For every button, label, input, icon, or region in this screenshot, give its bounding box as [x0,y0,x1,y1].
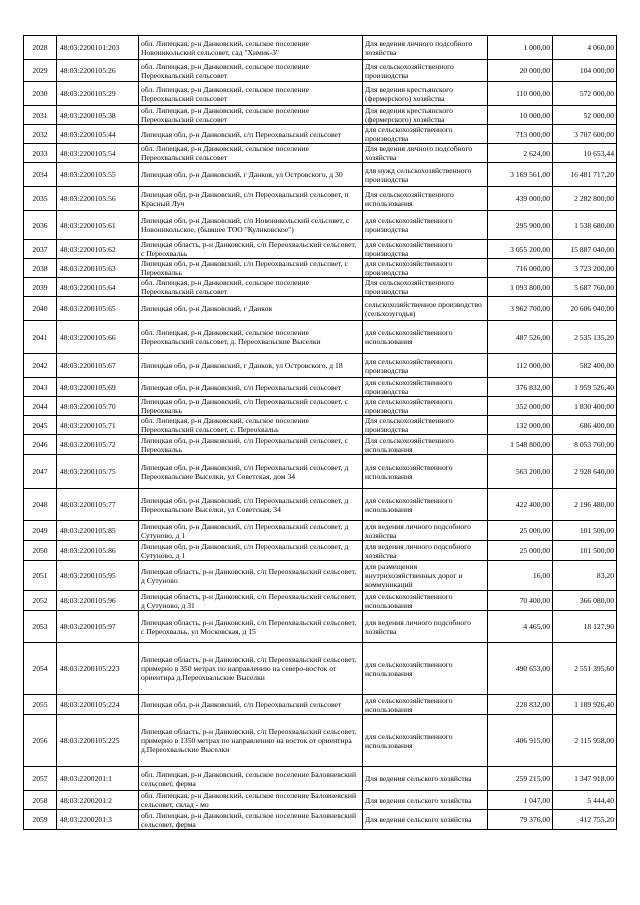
permitted-use: для сельскохозяйственного использования [363,715,488,767]
row-number: 2045 [24,416,57,435]
parcel-address: Липецкая обл, р-н Данковский, с/п Переохвальский сельсовет [139,378,363,397]
permitted-use: для сельскохозяйственного производства [363,397,488,416]
permitted-use: для сельскохозяйственного использования [363,489,488,521]
row-number: 2044 [24,397,57,416]
permitted-use: для сельскохозяйственного производства [363,354,488,378]
parcel-area: 3 169 561,00 [488,163,553,187]
parcel-address: Липецкая обл, р-н Данковский, с/п Переохвальский сельсовет, д Переохвальские Выселки, ул Советская, 34 [139,489,363,521]
cadastral-value: 2 928 640,00 [553,455,617,489]
parcel-area: 295 900,00 [488,211,553,240]
permitted-use: для сельскохозяйственного производства [363,240,488,259]
parcel-area: 25 000,00 [488,541,553,561]
cadastral-value: 5 687 760,00 [553,278,617,297]
parcel-area: 1 548 800,00 [488,435,553,455]
permitted-use: Для ведения личного подсобного хозяйства [363,36,488,60]
table-row [24,378,617,397]
cadastral-value: 1 347 918,00 [553,767,617,791]
cadastral-number: 48:03:2200105:85 [57,521,139,541]
row-number: 2034 [24,163,57,187]
table-row [24,611,617,643]
cadastral-value: 2 551 395,60 [553,643,617,695]
permitted-use: для сельскохозяйственного производства [363,259,488,278]
permitted-use: для нужд сельскохозяйственного производства [363,163,488,187]
permitted-use: Для ведения крестьянского (фермерского) хозяйства [363,82,488,106]
row-number: 2050 [24,541,57,561]
parcel-area: 259 215,00 [488,767,553,791]
table-row [24,591,617,611]
cadastral-number: 48:03:2200105:95 [57,561,139,591]
parcel-area: 10 000,00 [488,106,553,125]
parcel-area: 406 915,00 [488,715,553,767]
cadastral-value: 52 000,00 [553,106,617,125]
parcel-address: обл. Липецкая, р-н Данковский, сельское поселение Баловневский сельсовет, склад - мо [139,791,363,810]
parcel-area: 1 047,00 [488,791,553,810]
parcel-area: 79 376,00 [488,810,553,830]
row-number: 2058 [24,791,57,810]
parcel-address: Липецкая обл, р-н Данковский, с/п Переохвальский сельсовет, д Переохвальские Выселки, ул Советская, дом 34 [139,455,363,489]
row-number: 2056 [24,715,57,767]
parcel-address: обл. Липецкая, р-н Данковский, сельское поселение Переохвальский сельсовет [139,278,363,297]
table-row [24,416,617,435]
cadastral-value: 686 400,00 [553,416,617,435]
permitted-use: сельскохозяйственное производство (сельхозугодья) [363,297,488,321]
parcel-address: обл. Липецкая, р-н Данковский, сельское поселение Переохвальский сельсовет [139,60,363,82]
parcel-address: Липецкая обл, р-н Данковский, г Данков [139,297,363,321]
parcel-address: обл. Липецкая, р-н Данковский, сельское поселение Переохвальский сельсовет [139,144,363,163]
permitted-use: для сельскохозяйственного использования [363,695,488,715]
cadastral-number: 48:03:2200201:1 [57,767,139,791]
cadastral-value: 2 115 958,00 [553,715,617,767]
cadastral-value: 1 538 680,00 [553,211,617,240]
cadastral-number: 48:03:2200105:224 [57,695,139,715]
parcel-address: Липецкая область, р-н Данковский, с/п Переохвальский сельсовет, с Переохвальь, ул Московская, д 15 [139,611,363,643]
cadastral-value: 1 959 526,40 [553,378,617,397]
parcel-address: Липецкая обл, р-н Данковский, с/п Переохвальский сельсовет [139,695,363,715]
table-row [24,278,617,297]
parcel-area: 110 000,00 [488,82,553,106]
parcel-address: Липецкая обл, р-н Данковский, с/п Переохвальский сельсовет, с Переохвальь [139,435,363,455]
table-row [24,321,617,354]
cadastral-number: 48:03:2200105:69 [57,378,139,397]
row-number: 2036 [24,211,57,240]
parcel-address: Липецкая область, р-н Данковский, с/п Переохвальский сельсовет, примерно в 350 метрах по направлению на северо-восток от ориентира д.Переохвальские Выселки [139,643,363,695]
parcel-address: Липецкая обл, р-н Данковский, с/п Переохвальский сельсовет, с Переохвальь [139,397,363,416]
parcel-address: Липецкая обл, р-н Данковский, с/п Переохвальский сельсовет [139,125,363,144]
row-number: 2047 [24,455,57,489]
cadastral-number: 48:03:2200105:223 [57,643,139,695]
land-register-table [23,35,617,830]
permitted-use: Для ведения сельского хозяйства [363,791,488,810]
cadastral-value: 15 887 040,00 [553,240,617,259]
parcel-address: обл. Липецкая, р-н Данковский, сельское поселение Баловневский сельсовет, ферма [139,767,363,791]
cadastral-value: 101 500,00 [553,521,617,541]
cadastral-value: 3 723 200,00 [553,259,617,278]
table-row [24,163,617,187]
cadastral-value: 572 000,00 [553,82,617,106]
permitted-use: Для сельскохозяйственного производства [363,416,488,435]
parcel-address: Липецкая обл, р-н Данковский, с/п Переохвальский сельсовет, д Сутуново, д 1 [139,521,363,541]
row-number: 2059 [24,810,57,830]
table-row [24,259,617,278]
parcel-area: 3 055 200,00 [488,240,553,259]
cadastral-value: 5 444,40 [553,791,617,810]
row-number: 2032 [24,125,57,144]
parcel-address: обл. Липецкая, р-н Данковский, сельское поселение Новоникольский сельсовет, сад "Химик-3" [139,36,363,60]
cadastral-number: 48:03:2200201:3 [57,810,139,830]
row-number: 2053 [24,611,57,643]
parcel-area: 1 000,00 [488,36,553,60]
cadastral-value: 1 189 926,40 [553,695,617,715]
table-row [24,397,617,416]
parcel-address: обл. Липецкая, р-н Данковский, сельское поселение Переохвальский сельсовет [139,82,363,106]
row-number: 2038 [24,259,57,278]
cadastral-number: 48:03:2200105:61 [57,211,139,240]
cadastral-number: 48:03:2200201:2 [57,791,139,810]
cadastral-number: 48:03:2200105:67 [57,354,139,378]
land-register-body [24,36,617,830]
parcel-area: 490 653,00 [488,643,553,695]
cadastral-value: 104 000,00 [553,60,617,82]
parcel-address: Липецкая область, р-н Данковский, с/п Переохвальский сельсовет, с Переохвальь [139,240,363,259]
parcel-address: Липецкая обл, р-н Данковский, с/п Новоникольский сельсовет, с Новоникольское, (бывшее ТОО "Куликовское") [139,211,363,240]
cadastral-number: 48:03:2200105:56 [57,187,139,211]
cadastral-number: 48:03:2200105:63 [57,259,139,278]
cadastral-number: 48:03:2200105:71 [57,416,139,435]
cadastral-number: 48:03:2200105:65 [57,297,139,321]
permitted-use: для сельскохозяйственного использования [363,321,488,354]
table-row [24,791,617,810]
table-row [24,240,617,259]
cadastral-number: 48:03:2200105:97 [57,611,139,643]
parcel-address: обл. Липецкая, р-н Данковский, сельское поселение Баловневский сельсовет, ферма [139,810,363,830]
row-number: 2028 [24,36,57,60]
row-number: 2046 [24,435,57,455]
parcel-area: 3 962 700,00 [488,297,553,321]
table-row [24,36,617,60]
cadastral-number: 48:03:2200105:96 [57,591,139,611]
row-number: 2030 [24,82,57,106]
table-row [24,489,617,521]
parcel-area: 4 465,00 [488,611,553,643]
cadastral-value: 2 282 800,00 [553,187,617,211]
parcel-area: 16,00 [488,561,553,591]
cadastral-number: 48:03:2200105:54 [57,144,139,163]
table-row [24,144,617,163]
cadastral-number: 48:03:2200105:55 [57,163,139,187]
cadastral-value: 4 060,00 [553,36,617,60]
parcel-area: 1 093 800,00 [488,278,553,297]
cadastral-value: 10 653,44 [553,144,617,163]
parcel-address: Липецкая область, р-н Данковский, с/п Переохвальский сельсовет, примерно в 1350 метрах по направлению на восток от ориентира д.Переохвальские Выселки [139,715,363,767]
table-row [24,435,617,455]
permitted-use: для сельскохозяйственного производства [363,211,488,240]
cadastral-number: 48:03:2200105:225 [57,715,139,767]
parcel-area: 25 000,00 [488,521,553,541]
parcel-address: обл. Липецкая, р-н Данковский, сельское поселение Переохвальский сельсовет, с. Переохвальь [139,416,363,435]
table-row [24,106,617,125]
row-number: 2029 [24,60,57,82]
row-number: 2043 [24,378,57,397]
cadastral-value: 8 053 760,00 [553,435,617,455]
table-row [24,211,617,240]
parcel-area: 70 400,00 [488,591,553,611]
permitted-use: Для сельскохозяйственного использования [363,435,488,455]
parcel-address: Липецкая область, р-н Данковский, с/п Переохвальский сельсовет, д Сутуново [139,561,363,591]
cadastral-number: 48:03:2200105:26 [57,60,139,82]
cadastral-value: 2 535 135,20 [553,321,617,354]
parcel-area: 716 000,00 [488,259,553,278]
table-row [24,810,617,830]
permitted-use: для сельскохозяйственного производства [363,378,488,397]
cadastral-value: 101 500,00 [553,541,617,561]
cadastral-value: 3 707 600,00 [553,125,617,144]
row-number: 2041 [24,321,57,354]
row-number: 2033 [24,144,57,163]
parcel-area: 713 000,00 [488,125,553,144]
cadastral-number: 48:03:2200105:77 [57,489,139,521]
row-number: 2039 [24,278,57,297]
cadastral-number: 48:03:2200105:38 [57,106,139,125]
row-number: 2042 [24,354,57,378]
table-row [24,561,617,591]
parcel-area: 112 000,00 [488,354,553,378]
cadastral-value: 582 400,00 [553,354,617,378]
cadastral-value: 20 606 040,00 [553,297,617,321]
cadastral-value: 366 080,00 [553,591,617,611]
cadastral-value: 16 481 717,20 [553,163,617,187]
row-number: 2035 [24,187,57,211]
row-number: 2049 [24,521,57,541]
permitted-use: для сельскохозяйственного использования [363,643,488,695]
cadastral-number: 48:03:2200105:66 [57,321,139,354]
table-row [24,643,617,695]
parcel-area: 439 000,00 [488,187,553,211]
cadastral-number: 48:03:2200105:64 [57,278,139,297]
cadastral-number: 48:03:2200105:70 [57,397,139,416]
row-number: 2040 [24,297,57,321]
table-row [24,187,617,211]
table-row [24,521,617,541]
permitted-use: для сельскохозяйственного использования [363,455,488,489]
permitted-use: Для сельскохозяйственного производства [363,60,488,82]
permitted-use: для ведения личного подсобного хозяйства [363,541,488,561]
cadastral-number: 48:03:2200105:29 [57,82,139,106]
table-row [24,715,617,767]
permitted-use: для сельскохозяйственного производства [363,125,488,144]
table-row [24,125,617,144]
cadastral-number: 48:03:2200101:203 [57,36,139,60]
permitted-use: Для сельскохозяйственного производства [363,278,488,297]
row-number: 2055 [24,695,57,715]
parcel-area: 422 400,00 [488,489,553,521]
permitted-use: Для ведения крестьянского (фермерского) хозяйства [363,106,488,125]
table-row [24,767,617,791]
parcel-area: 20 000,00 [488,60,553,82]
permitted-use: Для сельскохозяйственного использования [363,187,488,211]
permitted-use: Для ведения личного подсобного хозяйства [363,144,488,163]
parcel-address: Липецкая обл, р-н Данковский, г Данков, ул Островского, д 18 [139,354,363,378]
parcel-address: Липецкая обл, р-н Данковский, с/п Переохвальский сельсовет, п Красный Луч [139,187,363,211]
parcel-address: обл. Липецкая, р-н Данковский, сельское поселение Переохвальский сельсовет [139,106,363,125]
row-number: 2054 [24,643,57,695]
row-number: 2031 [24,106,57,125]
table-row [24,354,617,378]
row-number: 2052 [24,591,57,611]
cadastral-number: 48:03:2200105:75 [57,455,139,489]
permitted-use: для ведения личного подсобного хозяйства [363,611,488,643]
parcel-address: Липецкая обл, р-н Данковский, с/п Переохвальский сельсовет, с Переохвальь [139,259,363,278]
parcel-area: 487 526,00 [488,321,553,354]
row-number: 2051 [24,561,57,591]
parcel-area: 228 832,00 [488,695,553,715]
permitted-use: для размещения внутрихозяйственных дорог и коммуникаций [363,561,488,591]
cadastral-value: 1 830 400,00 [553,397,617,416]
cadastral-value: 18 127,90 [553,611,617,643]
permitted-use: Для ведения сельского хозяйства [363,767,488,791]
parcel-area: 132 000,00 [488,416,553,435]
permitted-use: для сельскохозяйственного использования [363,591,488,611]
row-number: 2037 [24,240,57,259]
parcel-area: 376 832,00 [488,378,553,397]
parcel-area: 2 624,00 [488,144,553,163]
cadastral-number: 48:03:2200105:72 [57,435,139,455]
cadastral-number: 48:03:2200105:44 [57,125,139,144]
parcel-address: Липецкая обл, р-н Данковский, с/п Переохвальский сельсовет, д Сутуново, д 1 [139,541,363,561]
permitted-use: Для ведения сельского хозяйства [363,810,488,830]
table-row [24,82,617,106]
table-row [24,695,617,715]
table-row [24,541,617,561]
parcel-address: Липецкая область, р-н Данковский, с/п Переохвальский сельсовет, д Сутуново, д 31 [139,591,363,611]
cadastral-number: 48:03:2200105:86 [57,541,139,561]
table-row [24,455,617,489]
table-row [24,60,617,82]
row-number: 2057 [24,767,57,791]
parcel-address: обл. Липецкая, р-н Данковский, сельское поселение Переохвальский сельсовет, д. Переохвальские Выселки [139,321,363,354]
parcel-area: 563 200,00 [488,455,553,489]
permitted-use: для ведения личного подсобного хозяйства [363,521,488,541]
cadastral-value: 2 196 480,00 [553,489,617,521]
cadastral-value: 412 755,20 [553,810,617,830]
cadastral-value: 83,20 [553,561,617,591]
table-row [24,297,617,321]
parcel-address: Липецкая обл, р-н Данковский, г Данков, ул Островского, д 30 [139,163,363,187]
parcel-area: 352 000,00 [488,397,553,416]
cadastral-number: 48:03:2200105:62 [57,240,139,259]
row-number: 2048 [24,489,57,521]
